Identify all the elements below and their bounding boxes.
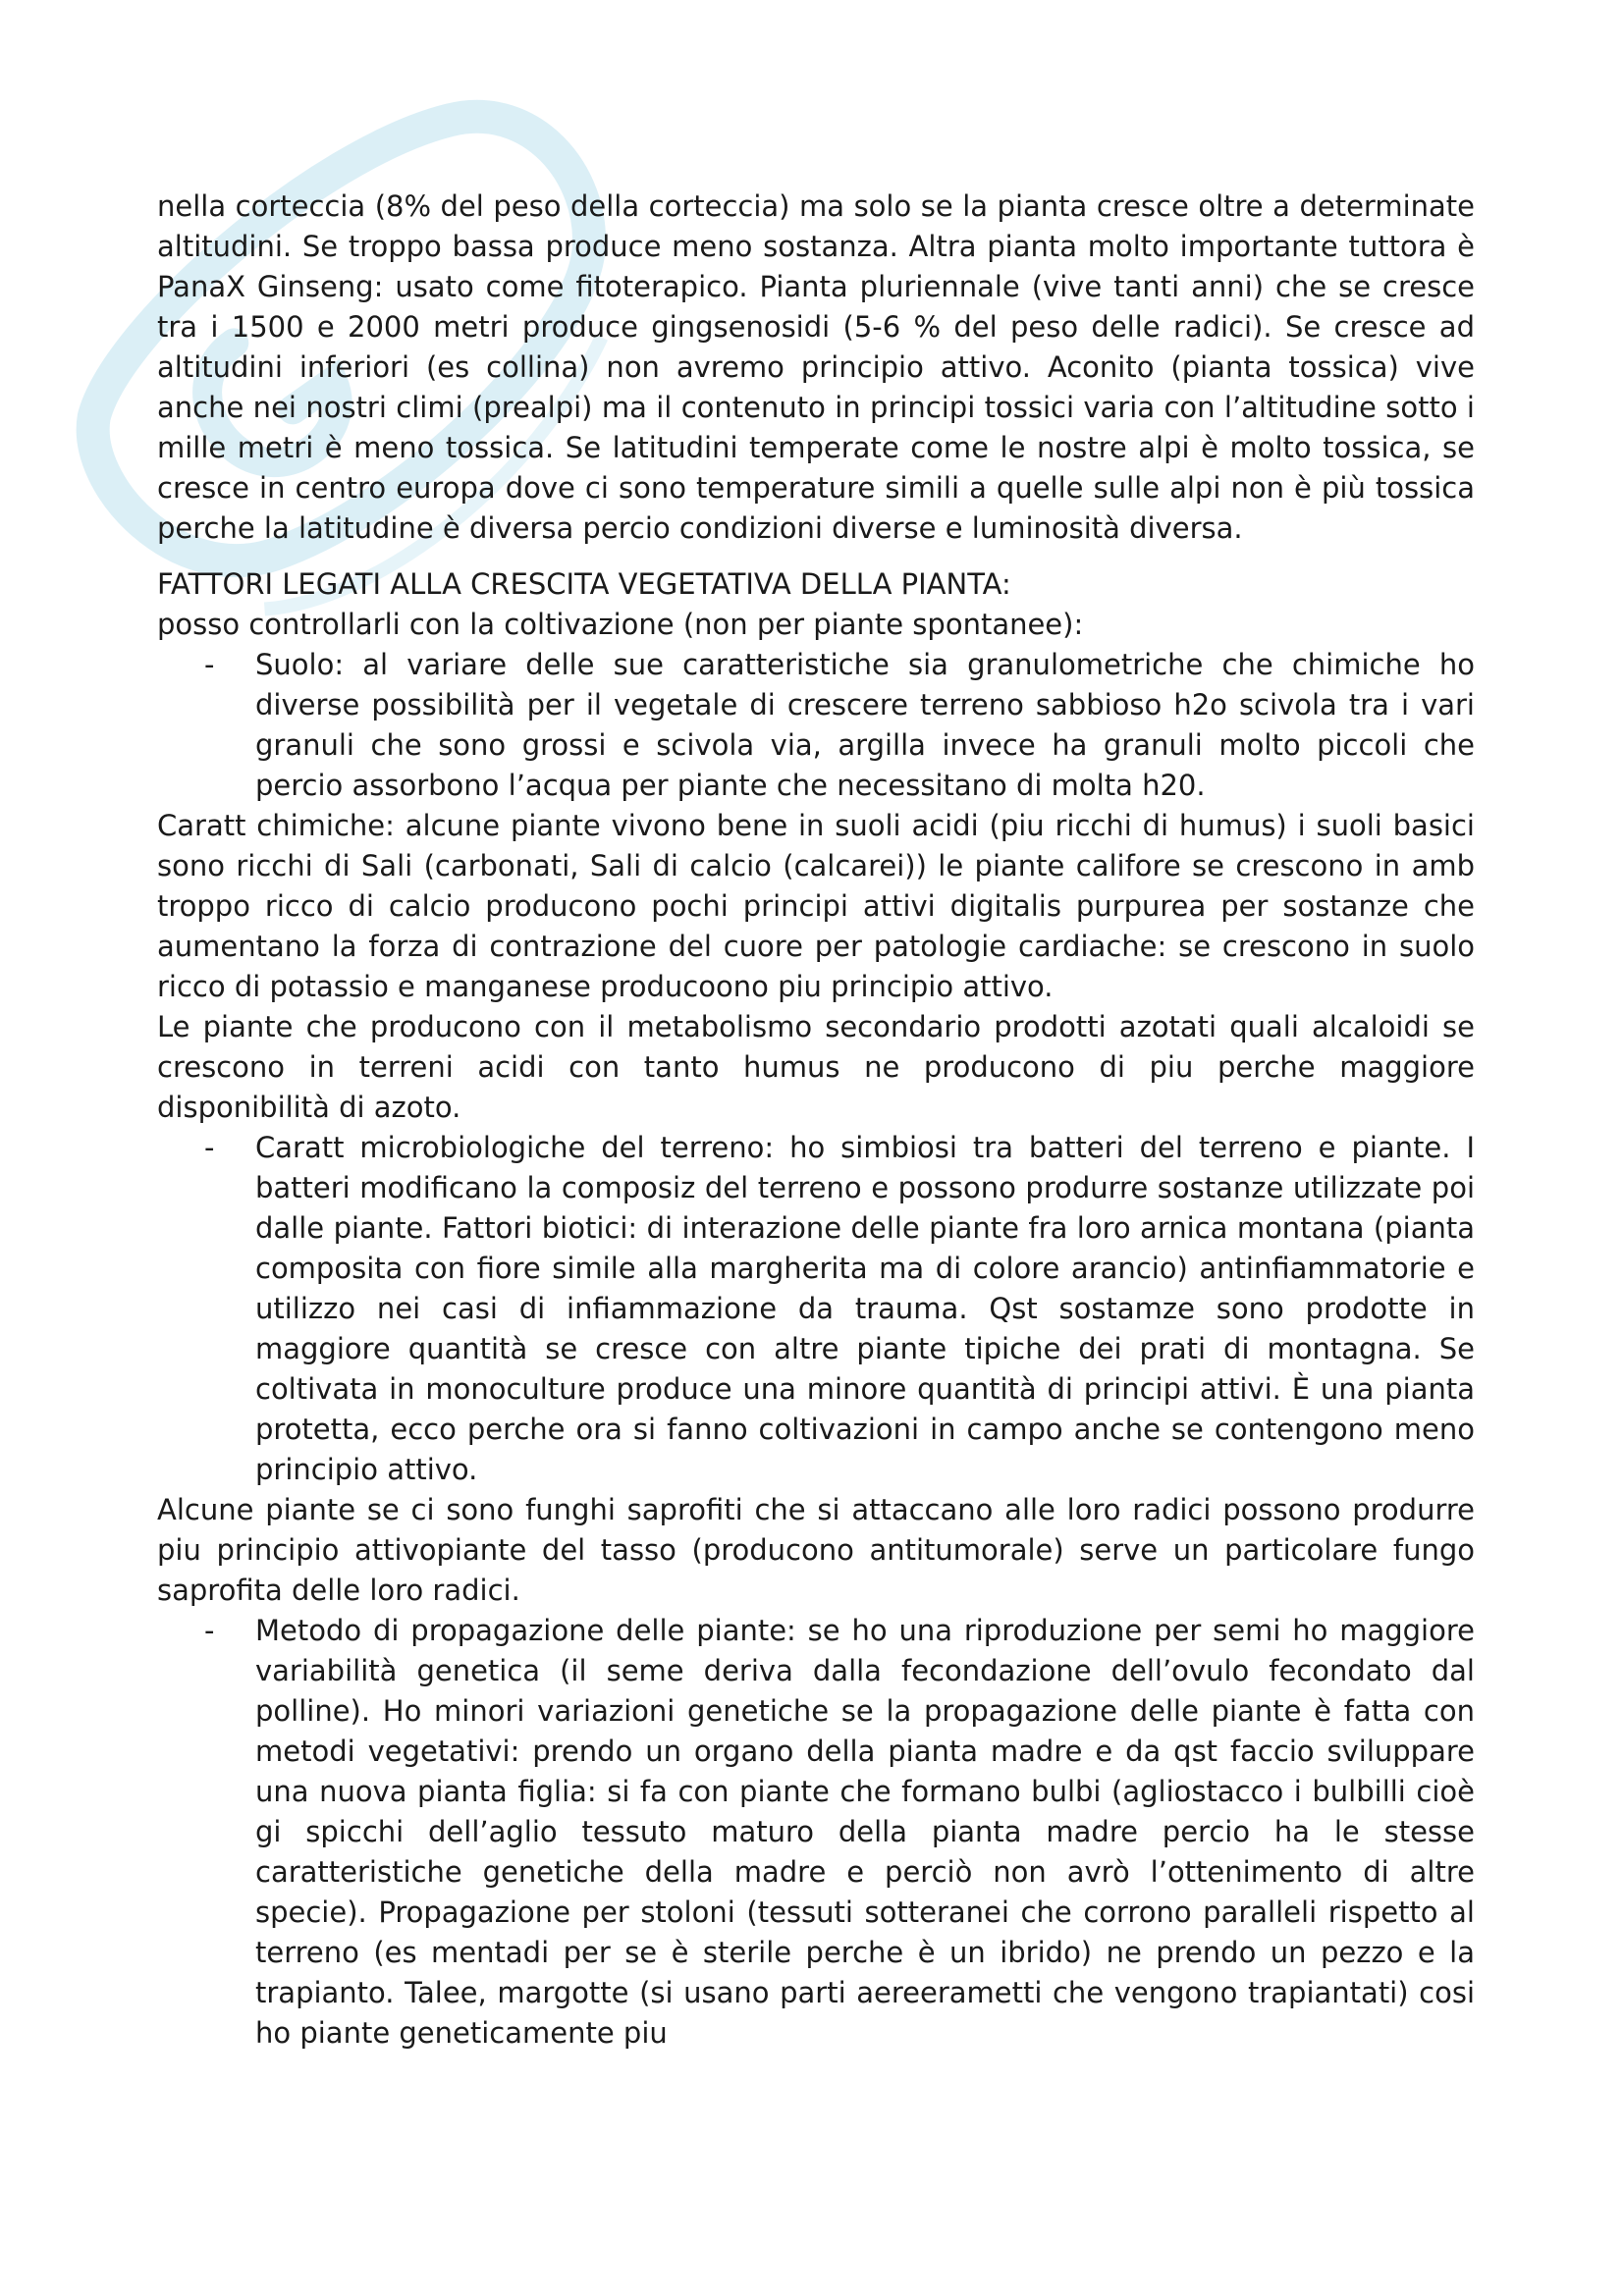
- paragraph-chemical: Caratt chimiche: alcune piante vivono bene in suoli acidi (piu ricchi di humus) i suoli basici sono ricchi di Sali (carbonati, Sali di calcio (calcarei)) le piante califore se crescono in amb troppo ricco di calcio producono pochi principi attivi digitalis purpurea per sostanze che aumentano la forza di contrazione del cuore per patologie cardiache: se crescono in suolo ricco di potassio e manganese producoono piu principio attivo.: [157, 809, 1475, 1003]
- paragraph-altitude: nella corteccia (8% del peso della corteccia) ma solo se la pianta cresce oltre a determinate altitudini. Se troppo bassa produce meno sostanza. Altra pianta molto importante tuttora è PanaX Ginseng: usato come fitoterapico. Pianta pluriennale (vive tanti anni) che se cresce tra i 1500 e 2000 metri produce gingsenosidi (5-6 % del peso delle radici). Se cresce ad altitudini inferiori (es collina) non avremo principio attivo. Aconito (pianta tossica) vive anche nei nostri climi (prealpi) ma il contenuto in principi tossici varia con l’altitudine sotto i mille metri è meno tossica. Se latitudini temperate come le nostre alpi è molto tossica, se cresce in centro europa dove ci sono temperature simili a quelle sulle alpi non è più tossica perche la latitudine è diversa percio condizioni diverse e luminosità diversa.: [157, 189, 1475, 545]
- bullet-item-soil: [157, 645, 1475, 806]
- bullet-item-microbiology: [157, 1128, 1475, 1490]
- paragraph-fungi: Alcune piante se ci sono funghi saprofiti che si attaccano alle loro radici possono produrre piu principio attivopiante del tasso (producono antitumorale) serve un particolare fungo saprofita delle loro radici.: [157, 1493, 1475, 1607]
- bullet-list: [157, 645, 1475, 806]
- paragraph-nitrogen: Le piante che producono con il metabolismo secondario prodotti azotati quali alcaloidi se crescono in terreni acidi con tanto humus ne producono di piu perche maggiore disponibilità di azoto.: [157, 1010, 1475, 1124]
- section-heading: FATTORI LEGATI ALLA CRESCITA VEGETATIVA DELLA PIANTA:: [157, 567, 1011, 601]
- paragraph-gap: [157, 549, 1475, 564]
- bullet-text: Metodo di propagazione delle piante: se ho una riproduzione per semi ho maggiore variabilità genetica (il seme deriva dalla fecondazione dell’ovulo fecondato dal polline). Ho minori variazioni genetiche se la propagazione delle piante è fatta con metodi vegetativi: prendo un organo della pianta madre e da qst faccio sviluppare una nuova pianta figlia: si fa con piante che formano bulbi (agliostacco i bulbilli cioè gi spicchi dell’aglio tessuto maturo della pianta madre percio ha le stesse caratteristiche genetiche della madre e perciò non avrò l’ottenimento di altre specie). Propagazione per stoloni (tessuti sotteranei che corrono paralleli rispetto al terreno (es mentadi per se è sterile perche è un ibrido) ne prendo un pezzo e la trapianto. Talee, margotte (si usano parti aereerametti che vengono trapiantati) cosi ho piante geneticamente piu: [255, 1614, 1475, 2050]
- bullet-marker: -: [204, 1131, 215, 1164]
- bullet-marker: -: [204, 1614, 215, 1647]
- bullet-item-propagation: [157, 1611, 1475, 2054]
- section-intro: posso controllarli con la coltivazione (non per piante spontanee):: [157, 608, 1084, 641]
- bullet-list: [157, 1128, 1475, 1490]
- bullet-marker: -: [204, 648, 215, 681]
- document-body: [157, 187, 1475, 2054]
- bullet-list: [157, 1611, 1475, 2054]
- bullet-text: Suolo: al variare delle sue caratteristiche sia granulometriche che chimiche ho diverse possibilità per il vegetale di crescere terreno sabbioso h2o scivola tra i vari granuli che sono grossi e scivola via, argilla invece ha granuli molto piccoli che percio assorbono l’acqua per piante che necessitano di molta h20.: [255, 648, 1475, 802]
- bullet-text: Caratt microbiologiche del terreno: ho simbiosi tra batteri del terreno e piante. I batteri modificano la composiz del terreno e possono produrre sostanze utilizzate poi dalle piante. Fattori biotici: di interazione delle piante fra loro arnica montana (pianta composita con fiore simile alla margherita ma di colore arancio) antinfiammatorie e utilizzo nei casi di infiammazione da trauma. Qst sostamze sono prodotte in maggiore quantità se cresce con altre piante tipiche dei prati di montagna. Se coltivata in monoculture produce una minore quantità di principi attivi. È una pianta protetta, ecco perche ora si fanno coltivazioni in campo anche se contengono meno principio attivo.: [255, 1131, 1475, 1486]
